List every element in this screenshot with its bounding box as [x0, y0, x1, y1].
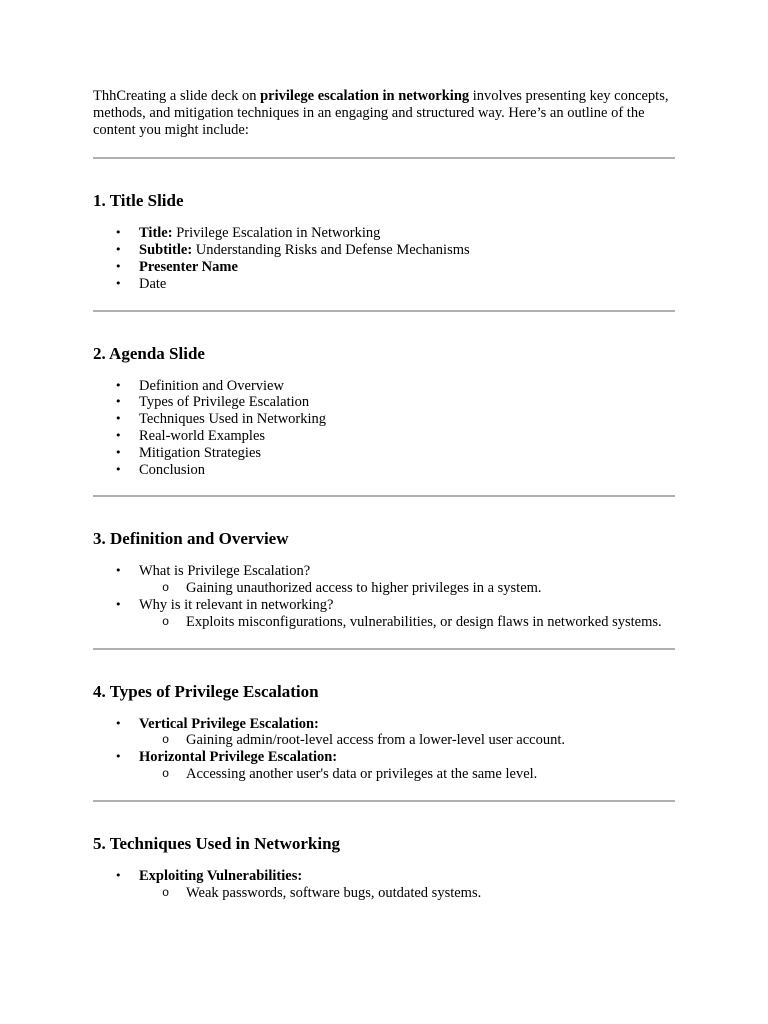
- list-item: • Types of Privilege Escalation: [93, 394, 675, 411]
- item-text: Date: [139, 275, 167, 292]
- item-label: Subtitle:: [139, 242, 193, 259]
- divider-2: [93, 310, 675, 312]
- item-label: Exploiting Vulnerabilities:: [139, 867, 303, 884]
- item-label: Title:: [139, 225, 173, 242]
- intro-suffix: involves presenting key concepts, methods, and mitigation techniques in an engaging and structured way. Here’s an outline of the content you might include:: [93, 88, 669, 138]
- list-item: • Definition and Overview: [93, 378, 675, 395]
- list-item: [93, 259, 675, 276]
- techniques-list: [93, 868, 675, 902]
- divider-4: [93, 648, 675, 650]
- item-label: Presenter Name: [139, 258, 238, 275]
- list-item: [93, 242, 675, 259]
- item-label: Vertical Privilege Escalation:: [139, 715, 319, 732]
- sub-list-item: o Exploits misconfigurations, vulnerabilities, or design flaws in networked systems.: [139, 614, 675, 631]
- item-text: Privilege Escalation in Networking: [172, 225, 381, 242]
- list-item: [93, 225, 675, 242]
- sub-list: [139, 614, 675, 631]
- list-item: • Techniques Used in Networking: [93, 411, 675, 428]
- divider-3: [93, 495, 675, 497]
- list-item: [93, 597, 675, 631]
- list-item: [93, 749, 675, 783]
- item-text: What is Privilege Escalation?: [139, 563, 311, 580]
- divider-5: [93, 800, 675, 802]
- sub-list: [139, 732, 675, 749]
- sub-list: [139, 580, 675, 597]
- item-label: Horizontal Privilege Escalation:: [139, 749, 338, 766]
- intro-bold-topic: privilege escalation in networking: [260, 88, 470, 104]
- section-heading-agenda-slide: 2. Agenda Slide: [93, 343, 205, 363]
- list-item: [93, 868, 675, 902]
- section-heading-title-slide: 1. Title Slide: [93, 191, 184, 211]
- types-list: [93, 716, 675, 783]
- list-item: • Mitigation Strategies: [93, 445, 675, 462]
- item-text: Why is it relevant in networking?: [139, 596, 334, 613]
- agenda-list: [93, 378, 675, 479]
- section-heading-techniques: 5. Techniques Used in Networking: [93, 833, 341, 853]
- intro-prefix: ThhCreating a slide deck on: [93, 88, 261, 104]
- divider-1: [93, 157, 675, 159]
- sub-list-item: o Gaining admin/root-level access from a lower-level user account.: [139, 732, 675, 749]
- sub-list-item: o Accessing another user's data or privileges at the same level.: [139, 766, 675, 783]
- list-item: [93, 716, 675, 750]
- sub-list-item: o Gaining unauthorized access to higher privileges in a system.: [139, 580, 675, 597]
- list-item: • Real-world Examples: [93, 428, 675, 445]
- sub-list: [139, 885, 675, 902]
- list-item: [93, 276, 675, 293]
- sub-list: [139, 766, 675, 783]
- section-heading-definition: 3. Definition and Overview: [93, 529, 289, 549]
- list-item: • Conclusion: [93, 462, 675, 479]
- sub-list-item: o Weak passwords, software bugs, outdated systems.: [139, 885, 675, 902]
- intro-paragraph: [93, 88, 675, 138]
- list-item: [93, 563, 675, 597]
- title-slide-list: [93, 225, 675, 292]
- section-heading-types: 4. Types of Privilege Escalation: [93, 681, 319, 701]
- definition-list: [93, 563, 675, 630]
- item-text: Understanding Risks and Defense Mechanisms: [192, 242, 470, 259]
- document-page: [93, 88, 675, 901]
